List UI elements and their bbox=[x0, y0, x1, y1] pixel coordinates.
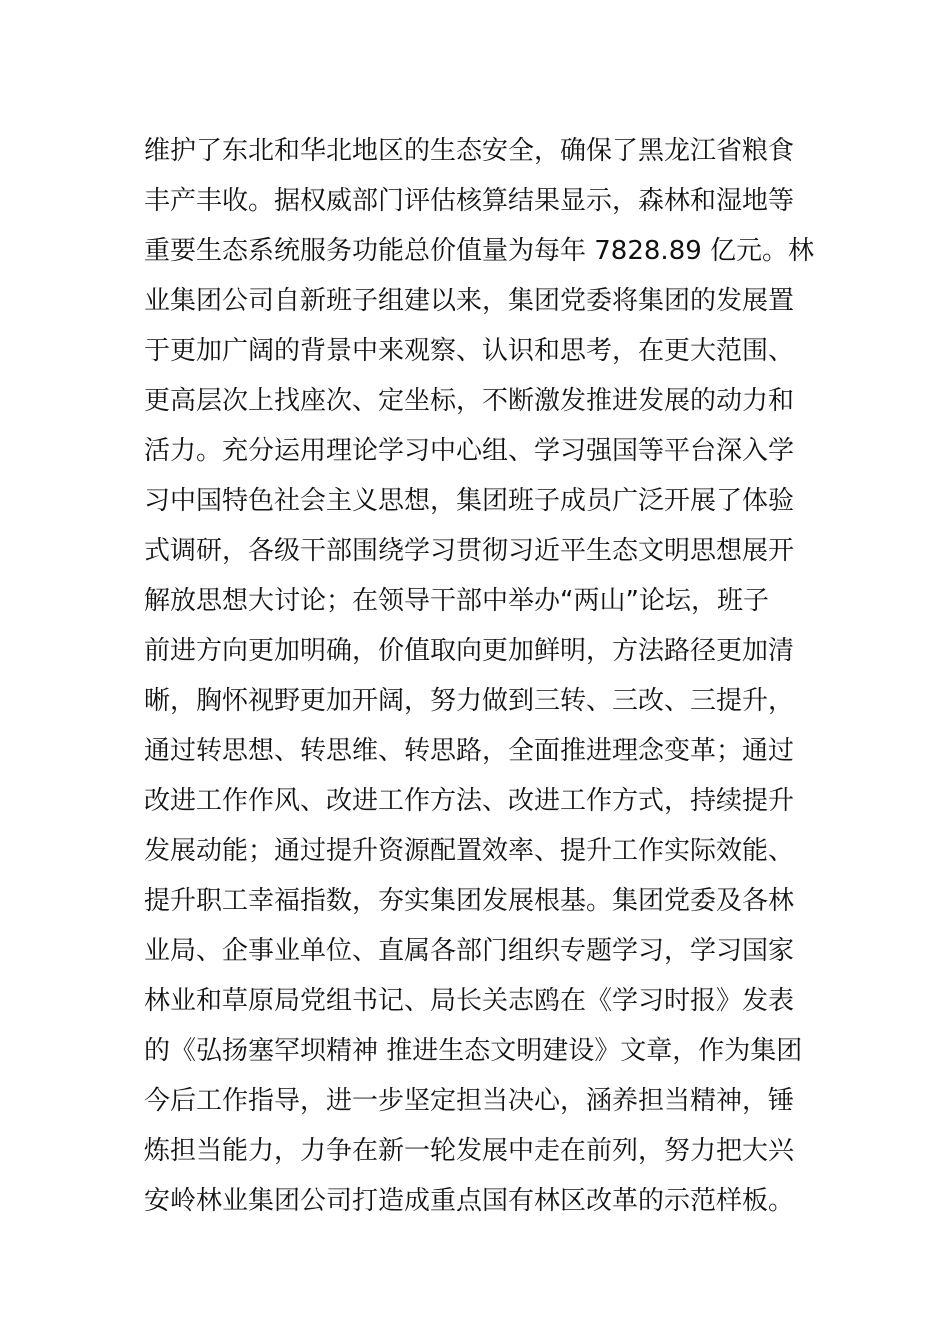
text-line: 丰产丰收。据权威部门评估核算结果显示，森林和湿地等 bbox=[144, 186, 795, 216]
text-line: 通过转思想、转思维、转思路，全面推进理念变革；通过 bbox=[144, 736, 795, 766]
text-line: 活力。充分运用理论学习中心组、学习强国等平台深入学 bbox=[144, 436, 795, 466]
text-line: 解放思想大讨论；在领导干部中举办“两山”论坛，班子 bbox=[144, 586, 769, 616]
text-line: 前进方向更加明确，价值取向更加鲜明，方法路径更加清 bbox=[144, 636, 795, 666]
text-line: 维护了东北和华北地区的生态安全，确保了黑龙江省粮食 bbox=[144, 136, 795, 166]
text-line: 提升职工幸福指数，夯实集团发展根基。集团党委及各林 bbox=[144, 886, 795, 916]
body-paragraph bbox=[144, 126, 814, 1226]
text-line: 业局、企事业单位、直属各部门组织专题学习，学习国家 bbox=[144, 936, 795, 966]
text-line: 晰，胸怀视野更加开阔，努力做到三转、三改、三提升， bbox=[144, 686, 795, 716]
text-line: 今后工作指导，进一步坚定担当决心，涵养担当精神，锤 bbox=[144, 1086, 795, 1116]
text-line: 发展动能；通过提升资源配置效率、提升工作实际效能、 bbox=[144, 836, 795, 866]
text-line: 习中国特色社会主义思想，集团班子成员广泛开展了体验 bbox=[144, 486, 795, 516]
text-line: 改进工作作风、改进工作方法、改进工作方式，持续提升 bbox=[144, 786, 795, 816]
text-line: 式调研，各级干部围绕学习贯彻习近平生态文明思想展开 bbox=[144, 536, 795, 566]
text-line: 林业和草原局党组书记、局长关志鸥在《学习时报》发表 bbox=[144, 986, 795, 1016]
text-line: 安岭林业集团公司打造成重点国有林区改革的示范样板。 bbox=[144, 1186, 795, 1216]
text-line: 更高层次上找座次、定坐标，不断激发推进发展的动力和 bbox=[144, 386, 795, 416]
text-line: 的《弘扬塞罕坝精神 推进生态文明建设》文章，作为集团 bbox=[144, 1036, 803, 1066]
text-line: 重要生态系统服务功能总价值量为每年 7828.89 亿元。林 bbox=[144, 236, 815, 266]
text-line: 炼担当能力，力争在新一轮发展中走在前列，努力把大兴 bbox=[144, 1136, 795, 1166]
text-line: 于更加广阔的背景中来观察、认识和思考，在更大范围、 bbox=[144, 336, 795, 366]
text-line: 业集团公司自新班子组建以来，集团党委将集团的发展置 bbox=[144, 286, 795, 316]
